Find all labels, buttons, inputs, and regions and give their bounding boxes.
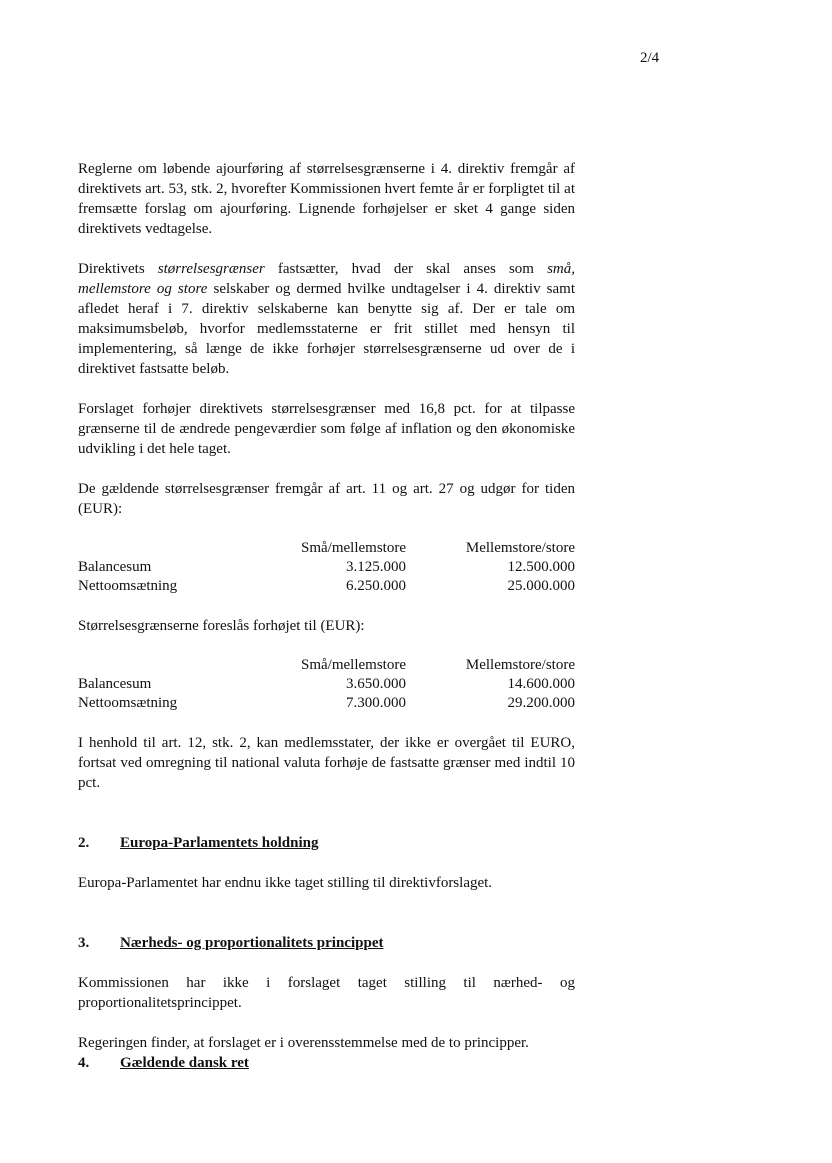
document-body: [78, 159, 575, 1093]
paragraph-euro-omregning: I henhold til art. 12, stk. 2, kan medlemsstater, der ikke er overgået til EURO, fortsat ved omregning til national valuta forhøje de fastsatte grænser med indtil 10 pct.: [78, 735, 575, 791]
table-cell: 6.250.000: [346, 578, 406, 594]
text-run: Direktivets: [78, 261, 158, 277]
table-header-cell: [78, 656, 228, 675]
table-row: [78, 675, 575, 694]
table-cell: 25.000.000: [507, 578, 575, 594]
table-cell: Nettoomsætning: [78, 695, 178, 711]
paragraph-kommissionen: Kommissionen har ikke i forslaget taget stilling til nærhed- og proportionalitetsprincippet.: [78, 975, 575, 1011]
table-header-cell: Små/mellemstore: [301, 657, 406, 673]
section-number: 3.: [78, 935, 90, 951]
table-proposed-limits: [78, 656, 575, 713]
table-header-row: [78, 539, 575, 558]
table-current-limits: [78, 539, 575, 596]
table-cell: Nettoomsætning: [78, 578, 178, 594]
table-row: [78, 577, 575, 596]
text-run: selskaber og dermed hvilke undtagelser i 4. direktiv samt afledet heraf i 7. direktiv selskaberne kan benytte sig af. Der er tale om maksimumsbeløb, hvorfor medlemsstaterne er frit stillet med hensyn til implementering, så længe de ikke forhøjer størrelsesgrænserne ud over de i direktivet fastsatte beløb.: [78, 281, 576, 377]
section-title: Gældende dansk ret: [120, 1055, 249, 1071]
section-title: Europa-Parlamentets holdning: [120, 835, 319, 851]
table-header-cell: Mellemstore/store: [465, 657, 575, 673]
table-row: [78, 558, 575, 577]
table-header-cell: Små/mellemstore: [301, 540, 406, 556]
paragraph-ajourforing: Reglerne om løbende ajourføring af størrelsesgrænserne i 4. direktiv fremgår af direktivets art. 53, stk. 2, hvorefter Kommissionen hvert femte år er forpligtet til at fremsætte forslag om ajourføring. Lignende forhøjelser er sket 4 gange siden direktivets vedtagelse.: [78, 161, 575, 237]
table-header-cell: Mellemstore/store: [465, 540, 575, 556]
paragraph-forhojelse: Forslaget forhøjer direktivets størrelsesgrænser med 16,8 pct. for at tilpasse grænserne til de ændrede pengeværdier som følge af inflation og den økonomiske udvikling i det hele taget.: [78, 401, 575, 457]
table-cell: 7.300.000: [346, 695, 406, 711]
italic-term: små, mellemstore og store: [78, 261, 575, 297]
paragraph-gaeldende-intro: De gældende størrelsesgrænser fremgår af art. 11 og art. 27 og udgør for tiden (EUR):: [78, 481, 575, 517]
table-cell: 29.200.000: [507, 695, 575, 711]
paragraph-storrelsesgraenser: [78, 259, 575, 379]
table-cell: 3.650.000: [346, 676, 406, 692]
table-cell: 12.500.000: [507, 559, 575, 575]
table-header-row: [78, 656, 575, 675]
section-heading-3: [78, 933, 575, 953]
paragraph-parlament: Europa-Parlamentet har endnu ikke taget stilling til direktivforslaget.: [78, 875, 493, 891]
paragraph-regeringen: Regeringen finder, at forslaget er i overensstemmelse med de to principper.: [78, 1035, 529, 1051]
table-cell: Balancesum: [78, 676, 152, 692]
table-cell: 14.600.000: [507, 676, 575, 692]
section-number: 4.: [78, 1055, 90, 1071]
table-row: [78, 694, 575, 713]
section-title: Nærheds- og proportionalitets princippet: [120, 935, 384, 951]
page-number: 2/4: [640, 50, 660, 66]
section-heading-2: [78, 833, 575, 853]
text-run: fastsætter, hvad der skal anses som: [264, 261, 548, 277]
table-header-cell: [78, 539, 228, 558]
section-heading-4: [78, 1053, 575, 1073]
section-number: 2.: [78, 835, 90, 851]
table-cell: 3.125.000: [346, 559, 406, 575]
italic-term: størrelsesgrænser: [157, 261, 265, 277]
paragraph-foreslaas-intro: Størrelsesgrænserne foreslås forhøjet til (EUR):: [78, 618, 365, 634]
table-cell: Balancesum: [78, 559, 152, 575]
